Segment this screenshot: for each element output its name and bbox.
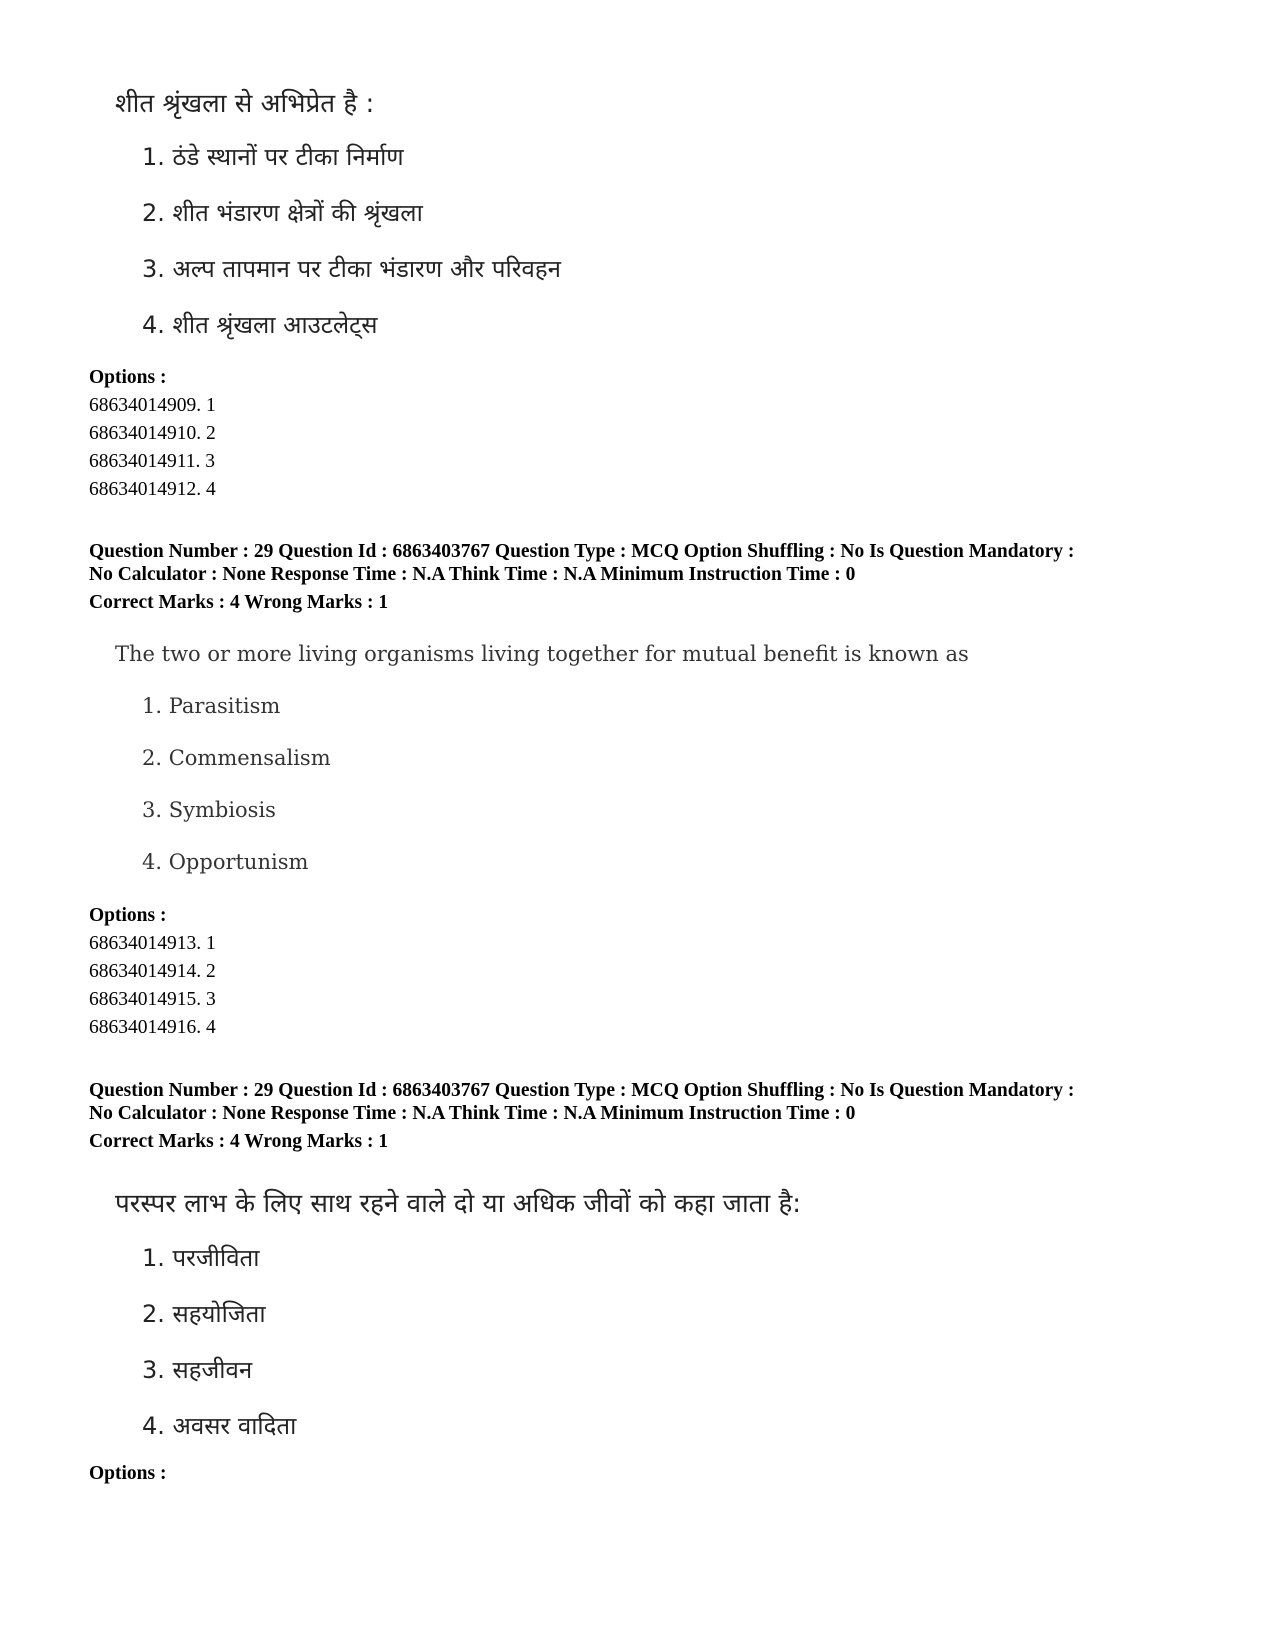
question-stem: शीत श्रृंखला से अभिप्रेत है :: [115, 89, 375, 119]
answer-choice-1: 1. ठंडे स्थानों पर टीका निर्माण: [142, 143, 404, 171]
answer-choice-2: 2. शीत भंडारण क्षेत्रों की श्रृंखला: [142, 199, 423, 227]
question-meta-line-2: No Calculator : None Response Time : N.A Think Time : N.A Minimum Instruction Time : 0: [89, 1103, 856, 1124]
options-label: Options :: [89, 905, 167, 926]
question-marks: Correct Marks : 4 Wrong Marks : 1: [89, 1131, 389, 1152]
option-id-row: 68634014916. 4: [89, 1017, 216, 1038]
answer-choice-2: 2. Commensalism: [142, 746, 331, 770]
question-stem: परस्पर लाभ के लिए साथ रहने वाले दो या अधिक जीवों को कहा जाता है:: [115, 1189, 802, 1219]
question-marks: Correct Marks : 4 Wrong Marks : 1: [89, 592, 389, 613]
answer-choice-4: 4. अवसर वादिता: [142, 1412, 297, 1440]
question-meta-line-1: Question Number : 29 Question Id : 6863403767 Question Type : MCQ Option Shuffling : No Is Question Mandatory :: [89, 541, 1075, 562]
option-id-row: 68634014915. 3: [89, 989, 216, 1010]
options-label: Options :: [89, 367, 167, 388]
question-meta-line-2: No Calculator : None Response Time : N.A Think Time : N.A Minimum Instruction Time : 0: [89, 564, 856, 585]
option-id-row: 68634014910. 2: [89, 423, 216, 444]
question-stem: The two or more living organisms living together for mutual benefit is known as: [115, 642, 969, 666]
question-meta-line-1: Question Number : 29 Question Id : 6863403767 Question Type : MCQ Option Shuffling : No Is Question Mandatory :: [89, 1080, 1075, 1101]
option-id-row: 68634014911. 3: [89, 451, 216, 472]
answer-choice-1: 1. परजीविता: [142, 1244, 260, 1272]
option-id-row: 68634014912. 4: [89, 479, 216, 500]
options-label: Options :: [89, 1463, 167, 1484]
answer-choice-4: 4. Opportunism: [142, 850, 309, 874]
answer-choice-4: 4. शीत श्रृंखला आउटलेट्स: [142, 311, 378, 339]
answer-choice-1: 1. Parasitism: [142, 694, 281, 718]
answer-choice-3: 3. सहजीवन: [142, 1356, 253, 1384]
answer-choice-3: 3. अल्प तापमान पर टीका भंडारण और परिवहन: [142, 255, 561, 283]
option-id-row: 68634014914. 2: [89, 961, 216, 982]
option-id-row: 68634014909. 1: [89, 395, 216, 416]
answer-choice-2: 2. सहयोजिता: [142, 1300, 266, 1328]
answer-choice-3: 3. Symbiosis: [142, 798, 276, 822]
option-id-row: 68634014913. 1: [89, 933, 216, 954]
